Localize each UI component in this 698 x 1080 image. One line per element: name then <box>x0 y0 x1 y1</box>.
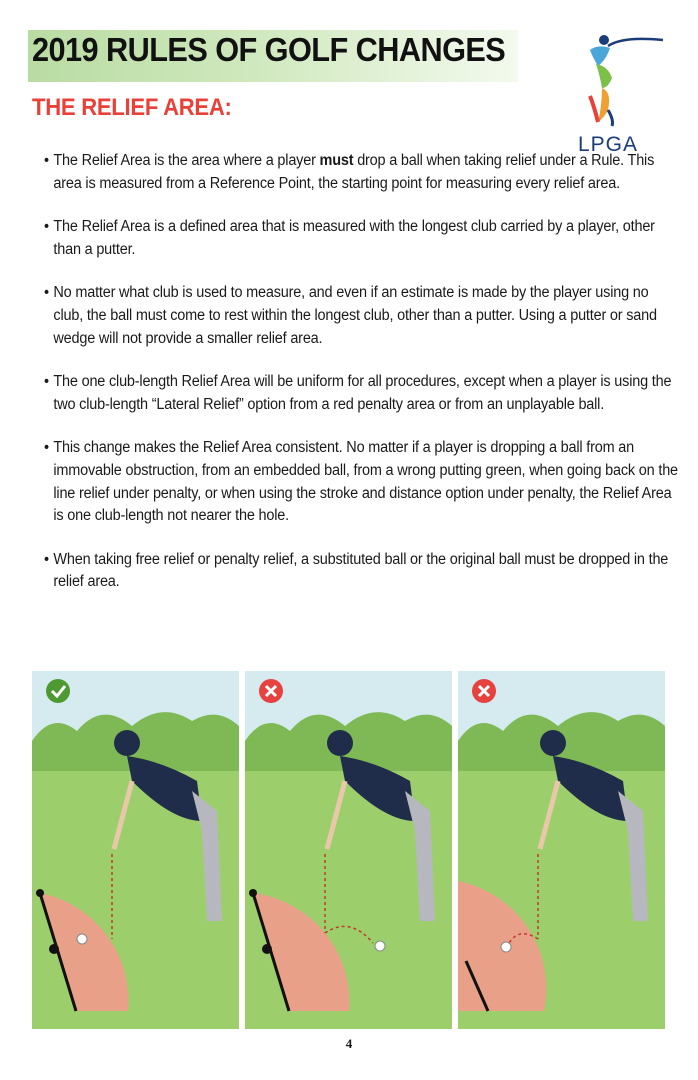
bullet-list <box>44 150 678 615</box>
lpga-logo-text: LPGA <box>578 133 639 156</box>
bullet-item: • This change makes the Relief Area consistent. No matter if a player is dropping a ball from an immovable obstruction, from an embedded ball, from a wrong putting green, when going back on the line relief under penalty, or when using the stroke and distance option under penalty, the Relief Area is one club-length not nearer the hole. <box>44 437 679 527</box>
lpga-golfer-logo-icon <box>568 26 666 156</box>
x-circle-icon <box>472 679 496 703</box>
illustration-panels <box>32 671 666 1029</box>
bullet-item: • The Relief Area is a defined area that is measured with the longest club carried by a player, other than a putter. <box>44 216 679 261</box>
bullet-item: • No matter what club is used to measure, and even if an estimate is made by the player using no club, the ball must come to rest within the longest club, other than a putter. Using a putter or sand wedge will not provide a smaller relief area. <box>44 282 679 350</box>
bullet-item: • The one club-length Relief Area will be uniform for all procedures, except when a player is using the two club-length “Lateral Relief” option from a red penalty area or from an unplayable ball. <box>44 371 679 416</box>
illustration-ball-outside-area <box>245 671 452 1029</box>
illustration-ball-dropped-wrong <box>458 671 665 1029</box>
illustration-correct-drop <box>32 671 239 1029</box>
check-circle-icon <box>46 679 70 703</box>
page-title: 2019 RULES OF GOLF CHANGES <box>32 31 506 68</box>
bullet-item: • When taking free relief or penalty relief, a substituted ball or the original ball must be dropped in the relief area. <box>44 549 679 594</box>
x-circle-icon <box>259 679 283 703</box>
section-subtitle: THE RELIEF AREA: <box>32 94 232 121</box>
page-number: 4 <box>345 1036 353 1051</box>
bullet-item: • The Relief Area is the area where a player must drop a ball when taking relief under a Rule. This area is measured from a Reference Point, the starting point for measuring every relief area. <box>44 150 679 195</box>
